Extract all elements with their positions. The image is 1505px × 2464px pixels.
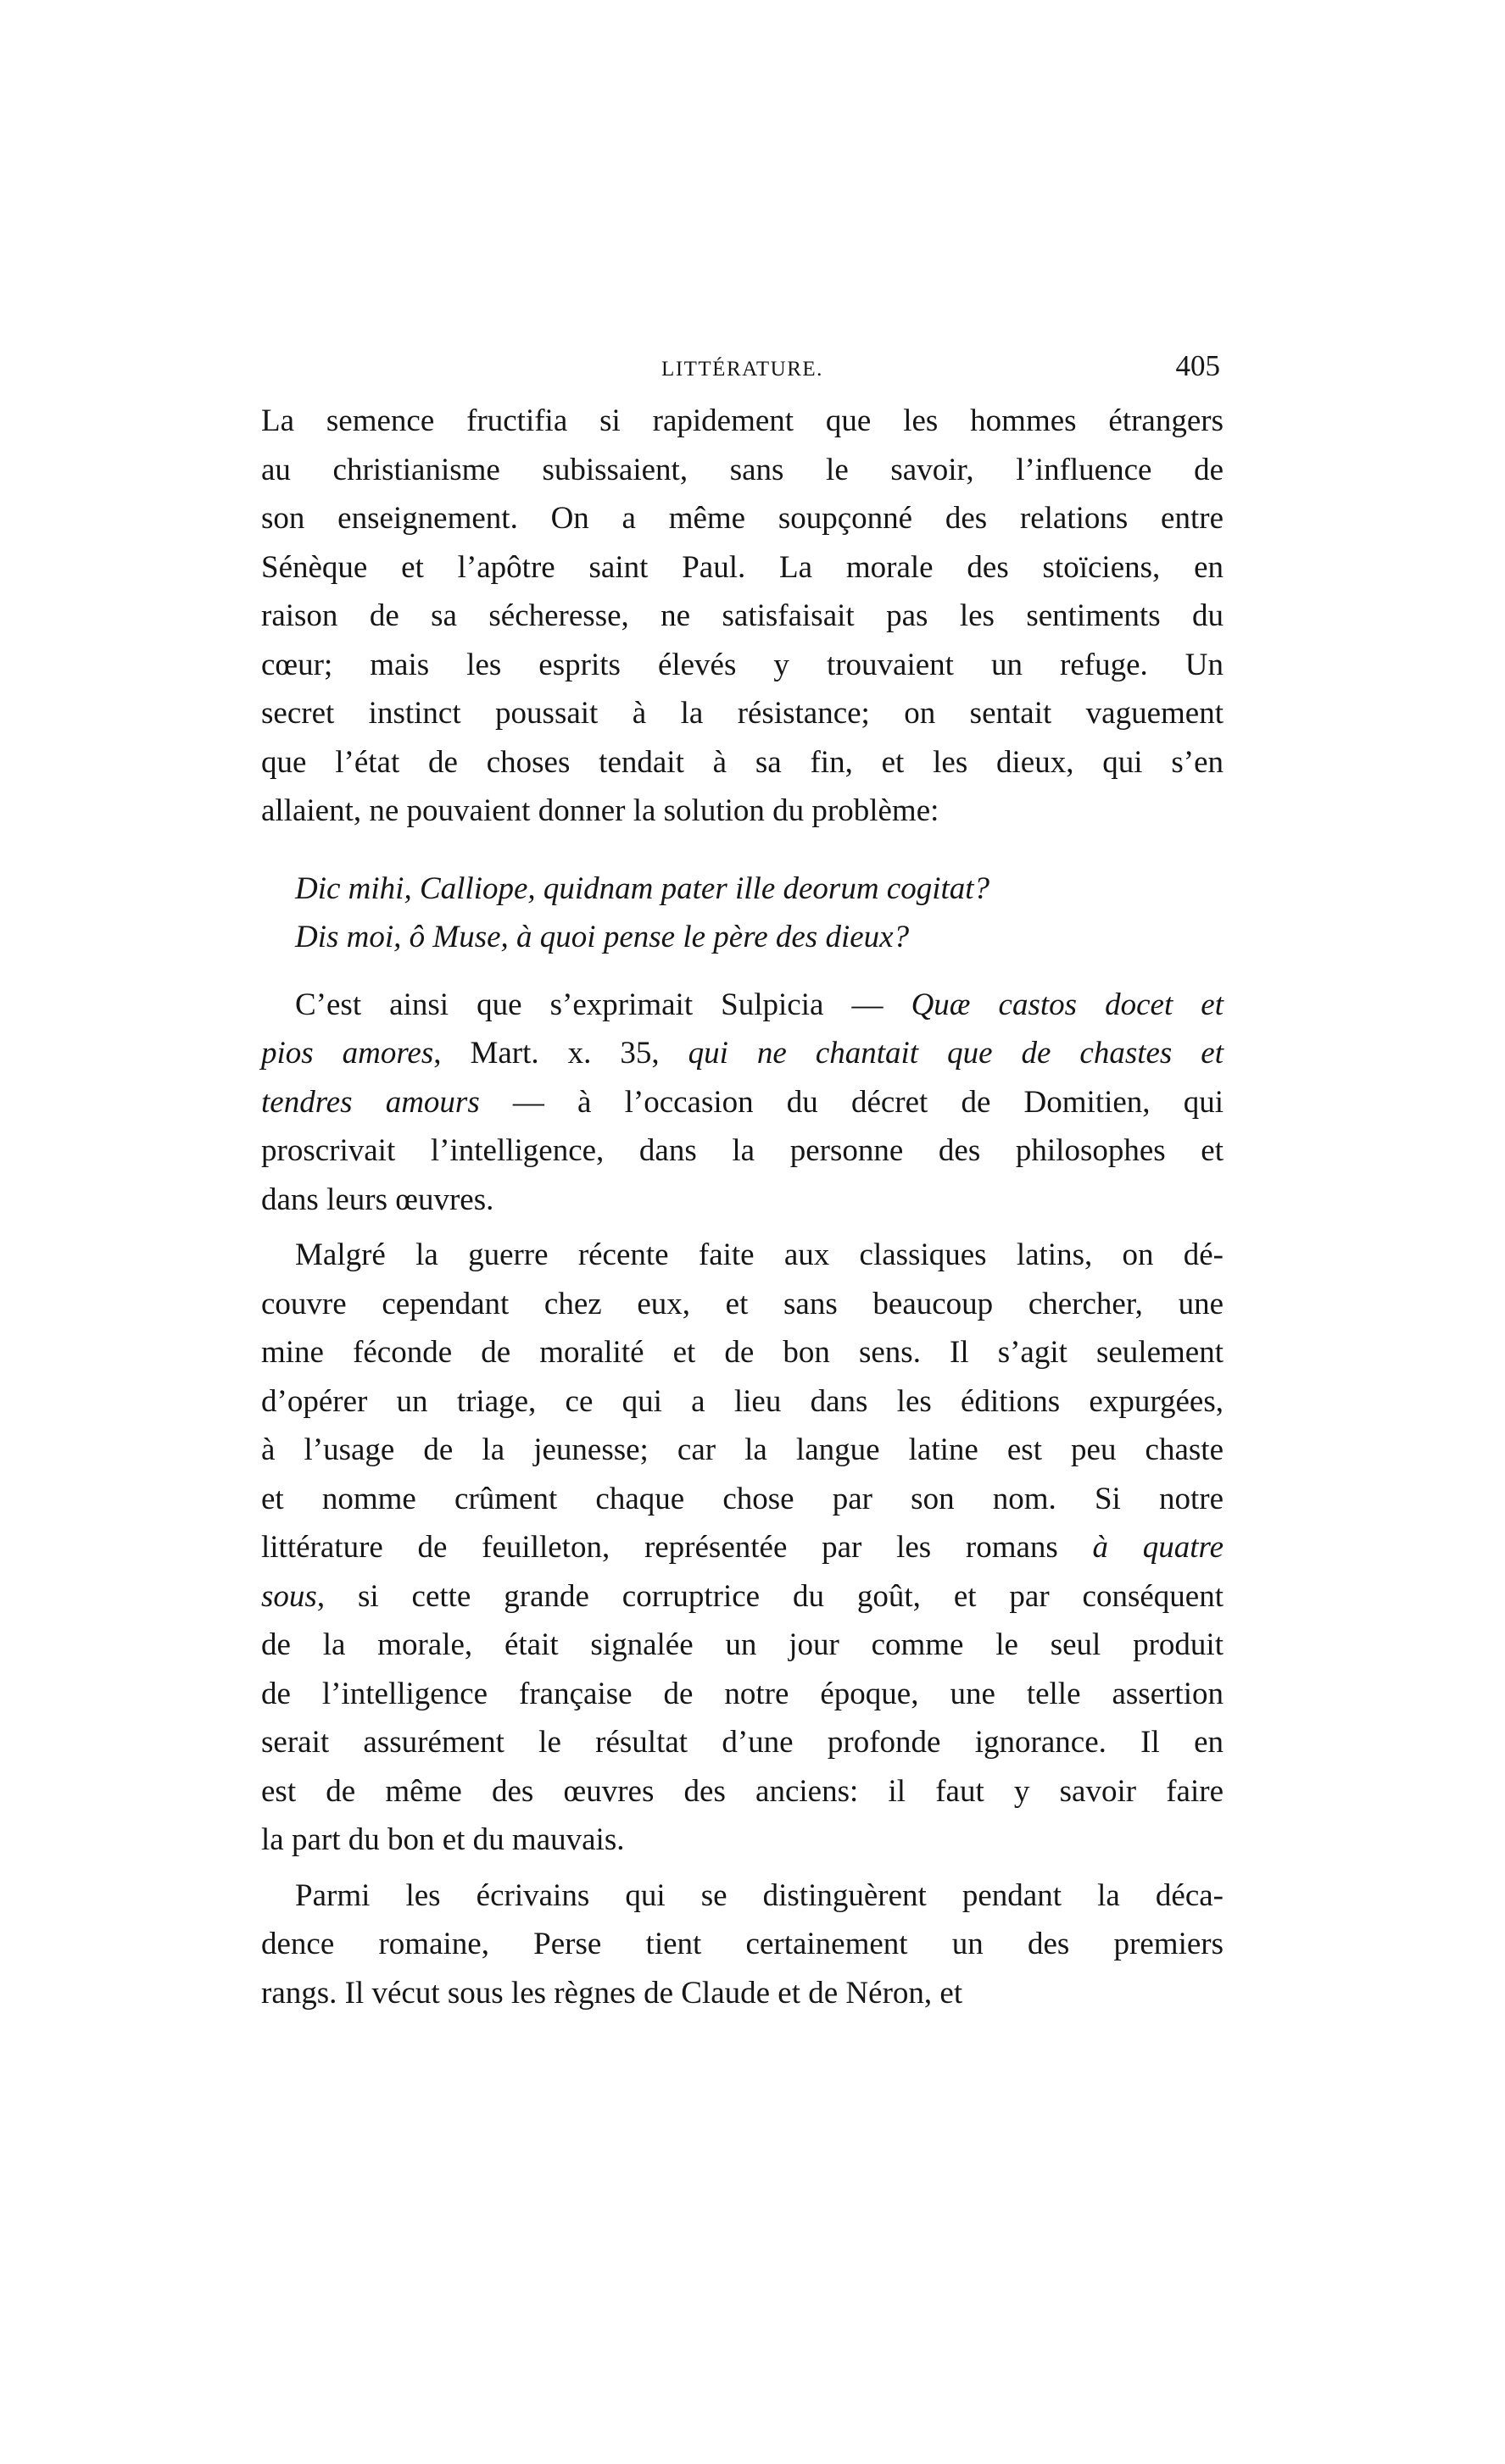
verse-quotation xyxy=(295,865,1224,962)
text-line xyxy=(261,1767,1224,1816)
text-segment: dans leurs œuvres. xyxy=(261,1182,494,1217)
text-segment: couvre cependant chez eux, et sans beaucoup chercher, une xyxy=(261,1286,1224,1321)
text-segment: proscrivait l’intelligence, dans la personne des philosophes et xyxy=(261,1133,1224,1168)
text-segment: La semence fructifia si rapidement que les hommes étrangers xyxy=(261,403,1224,438)
text-segment: Sénèque et l’apôtre saint Paul. La morale des stoïciens, en xyxy=(261,549,1224,585)
italic-text: qui ne chantait que de chastes et xyxy=(688,1036,1224,1071)
text-line xyxy=(261,1126,1224,1176)
text-segment: que l’état de choses tendait à sa fin, et les dieux, qui s’en xyxy=(261,744,1224,780)
text-segment: son enseignement. On a même soupçonné des relations entre xyxy=(261,501,1224,536)
text-line xyxy=(261,494,1224,543)
text-segment: secret instinct poussait à la résistance; on sentait vaguement xyxy=(261,696,1224,731)
text-line xyxy=(261,1920,1224,1969)
text-segment: cœur; mais les esprits élevés y trouvaient un refuge. Un xyxy=(261,647,1224,682)
paragraph-1 xyxy=(261,397,1224,836)
italic-text: sous xyxy=(261,1578,317,1614)
text-line xyxy=(261,1176,1224,1225)
text-line xyxy=(261,1280,1224,1329)
text-line xyxy=(261,1475,1224,1524)
text-segment: littérature de feuilleton, représentée par les romans xyxy=(261,1530,1093,1565)
text-line xyxy=(261,543,1224,592)
paragraph-2 xyxy=(261,981,1224,1225)
text-segment: est de même des œuvres des anciens: il faut y savoir faire xyxy=(261,1773,1224,1809)
text-segment: et nomme crûment chaque chose par son nom. Si notre xyxy=(261,1481,1224,1516)
running-title: LITTÉRATURE. xyxy=(661,358,823,381)
text-segment: Parmi les écrivains qui se distinguèrent pendant la déca- xyxy=(295,1877,1224,1913)
text-segment: dence romaine, Perse tient certainement un des premiers xyxy=(261,1927,1224,1961)
text-segment: la part du bon et du mauvais. xyxy=(261,1822,625,1857)
verse-line-french: Dis moi, ô Muse, à quoi pense le père des dieux? xyxy=(295,920,910,954)
text-line xyxy=(261,1328,1224,1377)
italic-text: tendres amours xyxy=(261,1084,480,1120)
italic-text: à quatre xyxy=(1092,1530,1224,1565)
text-segment: raison de sa sécheresse, ne satisfaisait pas les sentiments du xyxy=(261,598,1224,633)
paragraph-3 xyxy=(261,1231,1224,1865)
text-segment: au christianisme subissaient, sans le savoir, l’influence de xyxy=(261,452,1224,487)
text-line xyxy=(261,641,1224,690)
text-line xyxy=(261,1426,1224,1475)
running-head xyxy=(261,339,1224,390)
text-line xyxy=(261,1621,1224,1670)
text-line xyxy=(261,1078,1224,1127)
text-line xyxy=(261,1029,1224,1078)
text-line xyxy=(261,787,1224,836)
text-line xyxy=(261,1872,1224,1921)
text-line xyxy=(261,446,1224,495)
italic-text: pios amores xyxy=(261,1036,434,1071)
text-line xyxy=(261,1816,1224,1865)
text-segment: d’opérer un triage, ce qui a lieu dans les éditions expurgées, xyxy=(261,1383,1224,1419)
text-segment: rangs. Il vécut sous les règnes de Claude et de Néron, et xyxy=(261,1975,963,2011)
text-line xyxy=(261,1523,1224,1572)
book-page xyxy=(261,339,1224,2017)
text-segment: serait assurément le résultat d’une profonde ignorance. Il en xyxy=(261,1725,1224,1760)
text-line xyxy=(261,1572,1224,1621)
text-line xyxy=(261,1231,1224,1280)
text-segment: , si cette grande corruptrice du goût, et par conséquent xyxy=(316,1578,1224,1614)
text-line xyxy=(261,1377,1224,1427)
text-line xyxy=(261,1969,1224,2018)
verse-line-latin: Dic mihi, Calliope, quidnam pater ille deorum cogitat? xyxy=(295,870,990,906)
text-line xyxy=(261,738,1224,787)
text-segment: de l’intelligence française de notre époque, une telle assertion xyxy=(261,1676,1224,1711)
text-segment: C’est ainsi que s’exprimait Sulpicia — xyxy=(295,987,911,1022)
paragraph-4 xyxy=(261,1872,1224,2018)
text-line xyxy=(261,1670,1224,1719)
text-segment: de la morale, était signalée un jour comme le seul produit xyxy=(261,1627,1224,1662)
text-segment: — à l’occasion du décret de Domitien, qui xyxy=(479,1084,1224,1120)
text-line xyxy=(261,1718,1224,1767)
text-segment: mine féconde de moralité et de bon sens. Il s’agit seulement xyxy=(261,1335,1224,1370)
text-line xyxy=(261,397,1224,446)
text-line xyxy=(261,592,1224,641)
text-segment: Malgré la guerre récente faite aux classiques latins, on dé- xyxy=(295,1238,1224,1272)
italic-text: Quæ castos docet et xyxy=(911,987,1224,1022)
page-number: 405 xyxy=(1175,349,1220,382)
text-segment: à l’usage de la jeunesse; car la langue latine est peu chaste xyxy=(261,1432,1224,1467)
text-line xyxy=(261,689,1224,738)
text-segment: allaient, ne pouvaient donner la solution du problème: xyxy=(261,793,939,828)
text-segment: , Mart. x. 35, xyxy=(433,1036,688,1071)
text-line xyxy=(261,981,1224,1030)
